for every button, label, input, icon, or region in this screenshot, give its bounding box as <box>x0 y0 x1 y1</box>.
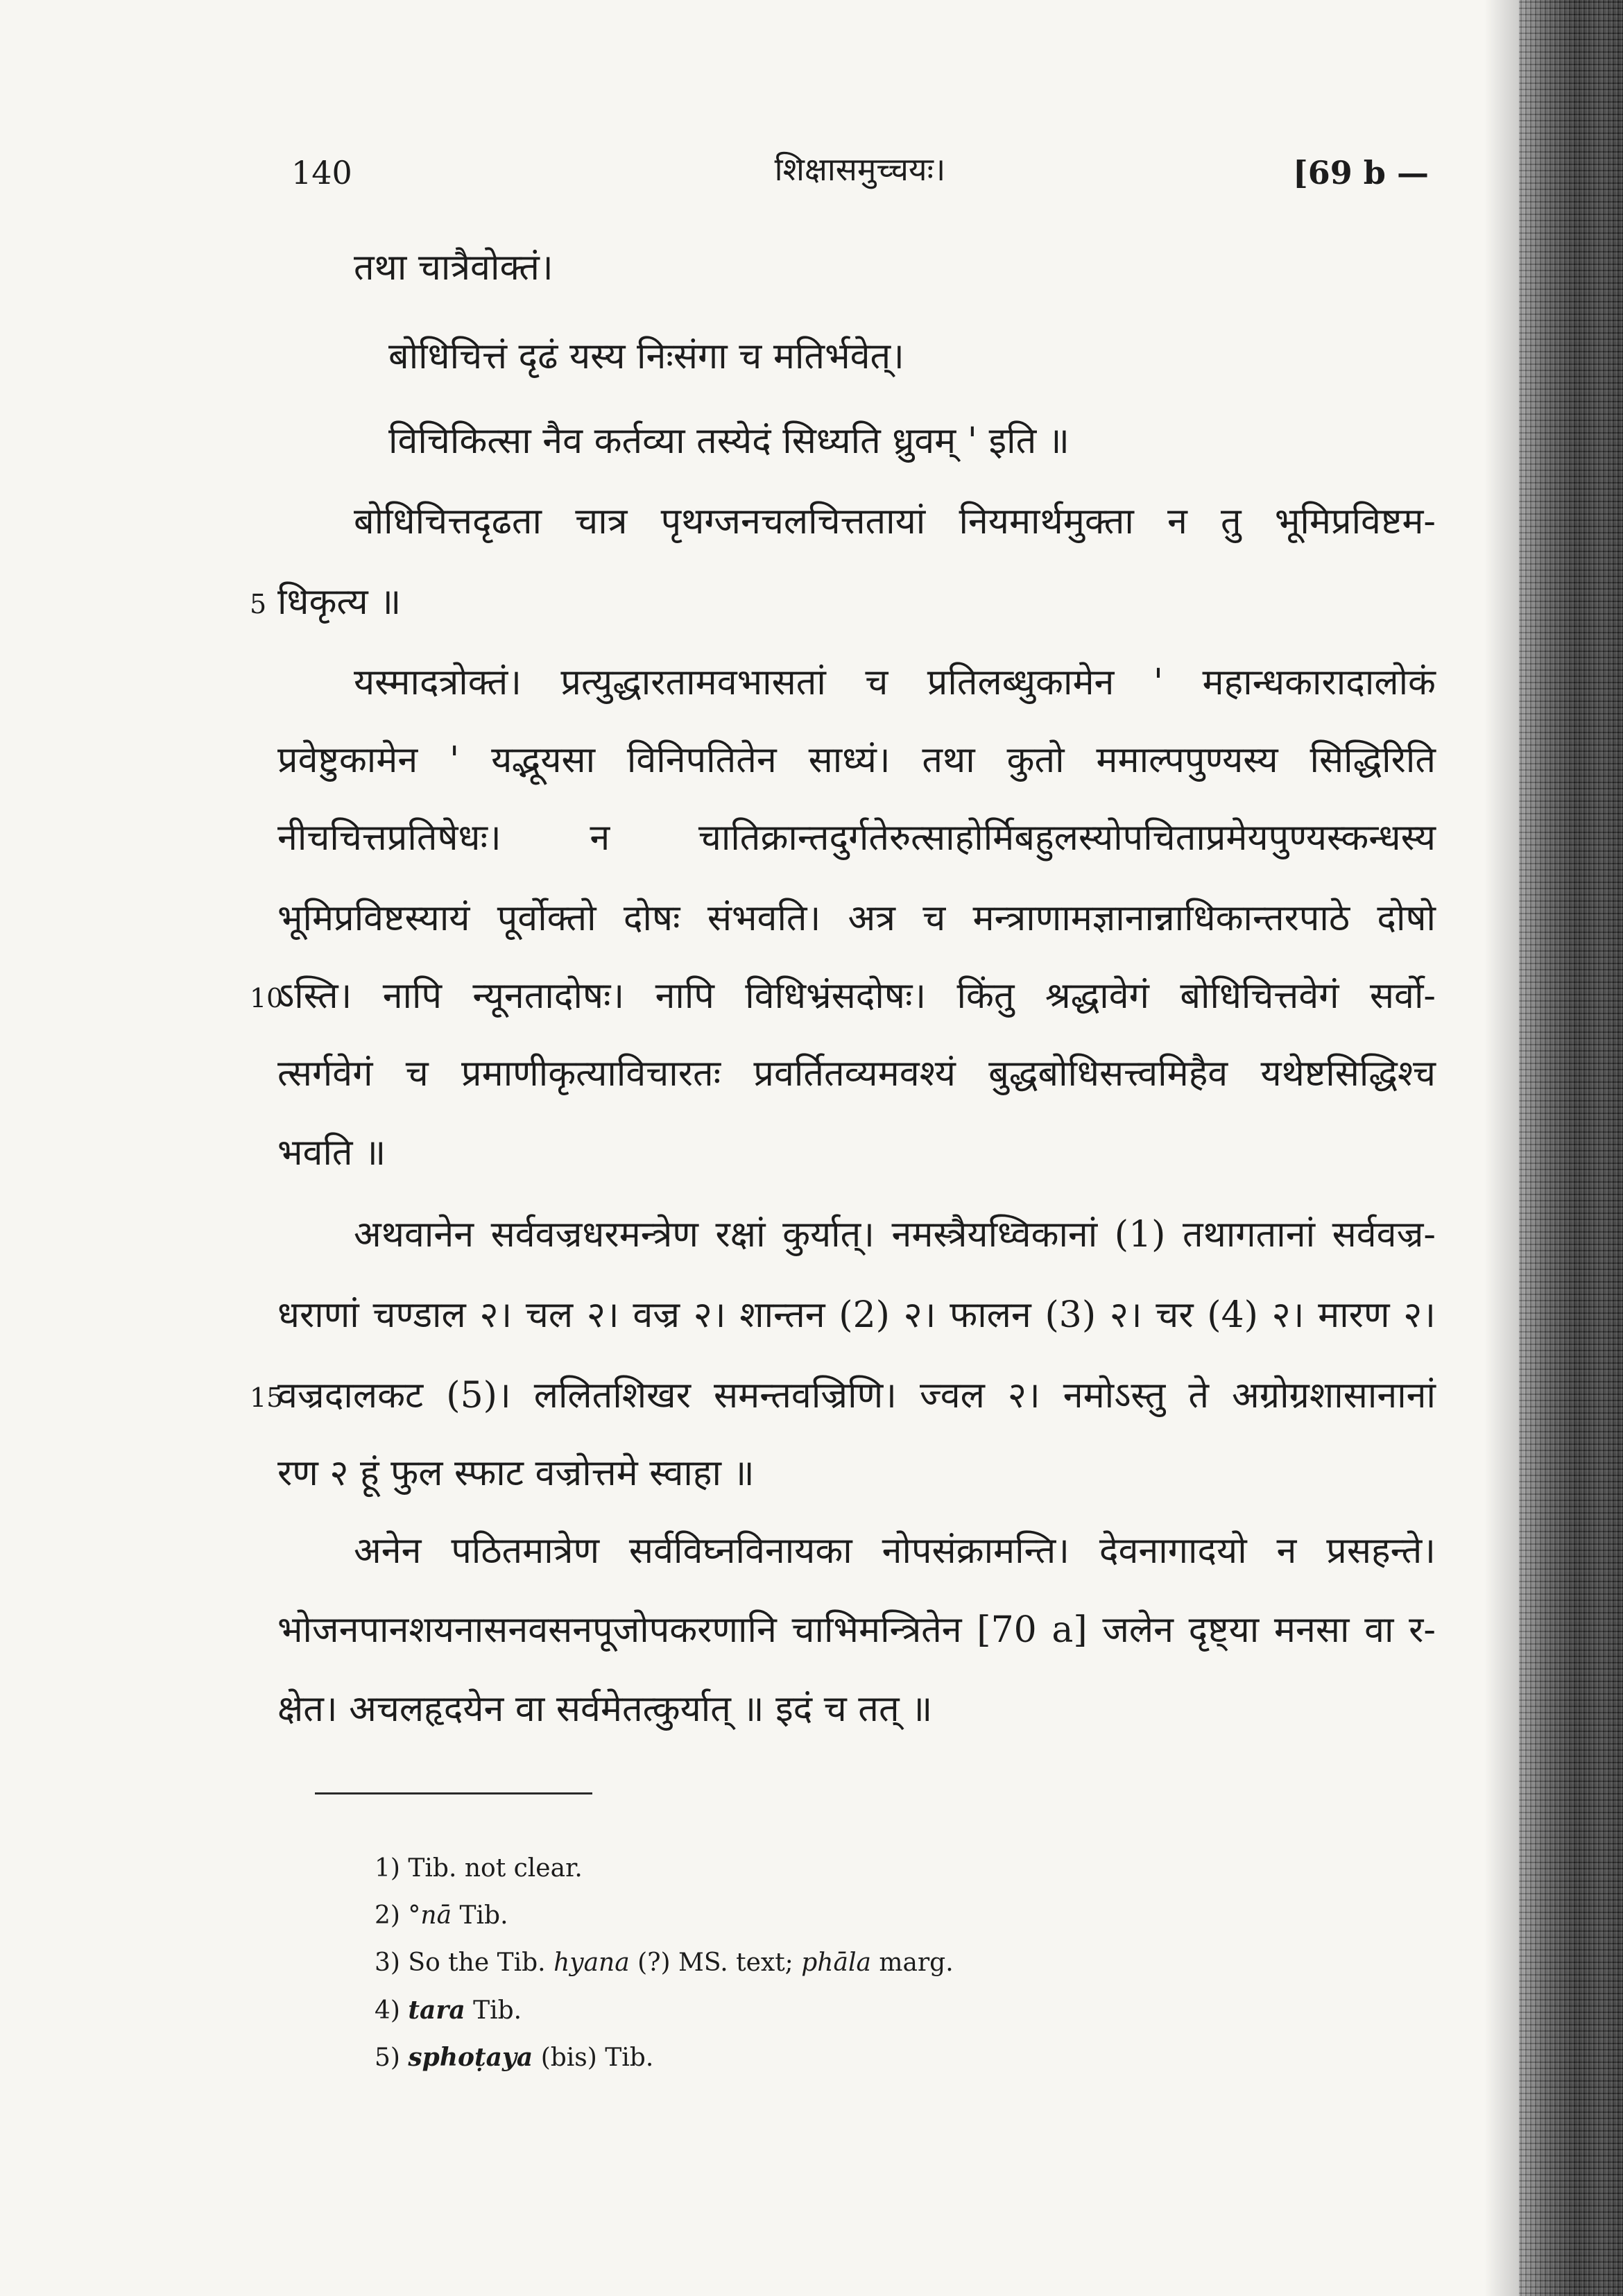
text-line: रण २ हूं फुल स्फाट वज्रोत्तमे स्वाहा ॥ <box>277 1453 755 1494</box>
text-line: धराणां चण्डाल २। चल २। वज्र २। शान्तन (2) २। फालन (3) २। चर (4) २। मारण २। <box>277 1294 1436 1336</box>
text-line: त्सर्गवेगं च प्रमाणीकृत्याविचारतः प्रवर्तितव्यमवश्यं बुद्धबोधिसत्त्वमिहैव यथेष्टसिद्धिश्च <box>277 1053 1436 1095</box>
verse-line: विचिकित्सा नैव कर्तव्या तस्येदं सिध्यति ध्रुवम् ' इति ॥ <box>388 420 1070 462</box>
footnote-5 <box>375 2038 653 2077</box>
footnote-text: (bis) Tib. <box>540 2044 654 2072</box>
running-title: शिक्षासमुच्चयः। <box>774 151 946 188</box>
text-line: तथा चात्रैवोक्तं। <box>354 247 553 289</box>
footnote-3 <box>375 1944 954 1982</box>
text-line: यस्मादत्रोक्तं। प्रत्युद्धारतामवभासतां च प्रतिलब्धुकामेन ' महान्धकारादालोकं <box>354 662 1436 703</box>
line-number: 15 <box>250 1382 284 1413</box>
line-number: 5 <box>250 589 267 619</box>
text-line: भवति ॥ <box>277 1132 386 1174</box>
footnote-4 <box>375 1991 522 2030</box>
footnote-term: phāla <box>801 1948 871 1977</box>
text-line: भोजनपानशयनासनवसनपूजोपकरणानि चाभिमन्त्रितेन [70 a] जलेन दृष्ट्या मनसा वा र- <box>277 1609 1436 1651</box>
footnote-number: 3) <box>375 1948 400 1977</box>
footnote-1: 1) Tib. not clear. <box>375 1854 583 1883</box>
text-line: वज्रदालकट (5)। ललितशिखर समन्तवज्रिणि। ज्वल २। नमोऽस्तु ते अग्रोग्रशासानानां <box>277 1375 1436 1416</box>
footnote-text: (?) MS. text; <box>637 1948 793 1977</box>
folio-reference: [69 b — <box>1293 154 1429 191</box>
footnote-term: sphoṭaya <box>408 2043 533 2072</box>
footnote-number: 2) <box>375 1901 400 1930</box>
page-number: 140 <box>291 154 352 191</box>
footnote-term: °nā <box>408 1901 452 1930</box>
line-number: 10 <box>250 983 284 1013</box>
footnote-number: 4) <box>375 1996 400 2025</box>
text-line: नीचचित्तप्रतिषेधः। न चातिक्रान्तदुर्गतेरुत्साहोर्मिबहुलस्योपचिताप्रमेयपुण्यस्कन्धस्य <box>277 817 1436 859</box>
text-line: बोधिचित्तदृढता चात्र पृथग्जनचलचित्ततायां नियमार्थमुक्ता न तु भूमिप्रविष्टम- <box>354 501 1436 542</box>
footnote-number: 5) <box>375 2044 400 2072</box>
text-line: अथवानेन सर्ववज्रधरमन्त्रेण रक्षां कुर्यात्। नमस्त्रैयध्विकानां (1) तथागतानां सर्ववज्र- <box>354 1214 1436 1256</box>
footnote-term: hyana <box>553 1948 630 1977</box>
footnote-2 <box>375 1896 508 1935</box>
footnote-text: marg. <box>879 1948 954 1977</box>
text-line: प्रवेष्टुकामेन ' यद्भूयसा विनिपतितेन साध्यं। तथा कुतो ममाल्पपुण्यस्य सिद्धिरिति <box>277 739 1436 781</box>
verse-line: बोधिचित्तं दृढं यस्य निःसंगा च मतिर्भवेत्। <box>388 336 904 377</box>
text-line: अनेन पठितमात्रेण सर्वविघ्नविनायका नोपसंक्रामन्ति। देवनागादयो न प्रसहन्ते। <box>354 1530 1436 1572</box>
text-line: क्षेत। अचलहृदयेन वा सर्वमेतत्कुर्यात् ॥ इदं च तत् ॥ <box>277 1688 933 1730</box>
running-header <box>291 147 1429 196</box>
text-line: धिकृत्य ॥ <box>277 581 402 623</box>
footnote-text: So the Tib. <box>408 1948 546 1977</box>
text-line: ऽस्ति। नापि न्यूनतादोषः। नापि विधिभ्रंसदोषः। किंतु श्रद्धावेगं बोधिचित्तवेगं सर्वो- <box>277 975 1436 1017</box>
footnote-separator <box>315 1792 592 1794</box>
footnote-text: Tib. <box>459 1901 508 1930</box>
text-line: भूमिप्रविष्टस्यायं पूर्वोक्तो दोषः संभवति। अत्र च मन्त्राणामज्ञानान्नाधिकान्तरपाठे दोषो <box>277 898 1436 939</box>
footnote-text: Tib. <box>473 1996 522 2025</box>
footnote-term: tara <box>408 1996 465 2025</box>
